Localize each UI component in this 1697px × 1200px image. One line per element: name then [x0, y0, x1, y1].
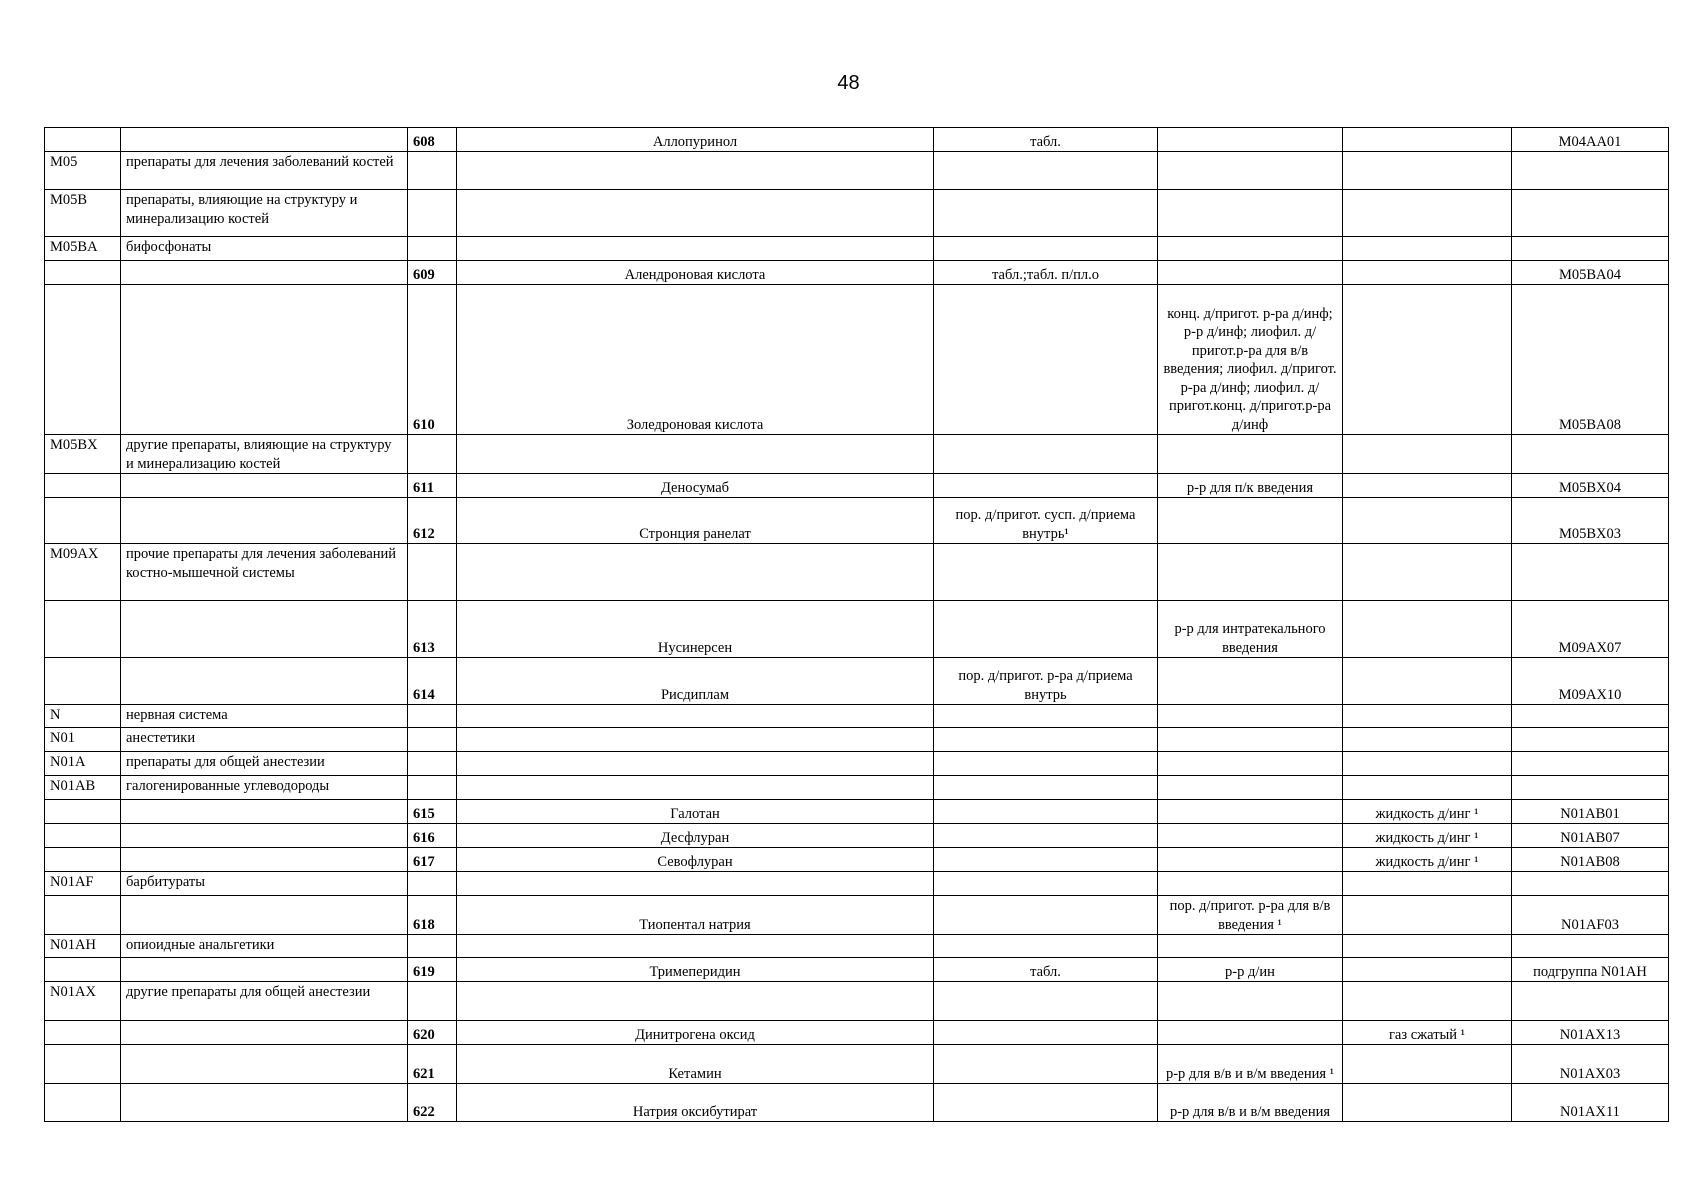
group-name-cell: препараты для лечения заболеваний костей	[121, 152, 408, 190]
dosage-form-2-cell	[1158, 705, 1343, 728]
dosage-form-3-cell	[1343, 896, 1512, 935]
atc-group-code-cell: N01AB	[45, 776, 121, 800]
dosage-form-1-cell	[934, 1021, 1158, 1045]
dosage-form-3-cell	[1343, 982, 1512, 1021]
drug-name-cell	[457, 872, 934, 896]
table-row	[45, 728, 1669, 752]
dosage-form-1-cell	[934, 474, 1158, 498]
atc-code-cell	[1512, 544, 1669, 601]
dosage-form-3-cell	[1343, 1045, 1512, 1084]
group-name-cell	[121, 601, 408, 658]
item-number-cell: 612	[408, 498, 457, 544]
dosage-form-1-cell	[934, 1045, 1158, 1084]
dosage-form-2-cell	[1158, 658, 1343, 705]
dosage-form-1-cell: пор. д/пригот. сусп. д/приема внутрь¹	[934, 498, 1158, 544]
item-number-cell: 621	[408, 1045, 457, 1084]
item-number-cell	[408, 776, 457, 800]
atc-group-code-cell: N	[45, 705, 121, 728]
atc-group-code-cell: N01	[45, 728, 121, 752]
dosage-form-3-cell	[1343, 935, 1512, 958]
drug-name-cell: Севофлуран	[457, 848, 934, 872]
atc-code-cell	[1512, 728, 1669, 752]
table-row	[45, 705, 1669, 728]
dosage-form-1-cell	[934, 190, 1158, 237]
dosage-form-2-cell: р-р для п/к введения	[1158, 474, 1343, 498]
item-number-cell	[408, 728, 457, 752]
dosage-form-3-cell: жидкость д/инг ¹	[1343, 848, 1512, 872]
drug-name-cell	[457, 982, 934, 1021]
group-name-cell: опиоидные анальгетики	[121, 935, 408, 958]
item-number-cell: 609	[408, 261, 457, 285]
dosage-form-2-cell: р-р д/ин	[1158, 958, 1343, 982]
drug-name-cell: Нусинерсен	[457, 601, 934, 658]
dosage-form-1-cell	[934, 152, 1158, 190]
dosage-form-3-cell	[1343, 498, 1512, 544]
table-row	[45, 474, 1669, 498]
drug-name-cell: Деносумаб	[457, 474, 934, 498]
atc-group-code-cell: N01AX	[45, 982, 121, 1021]
atc-code-cell: M05BX04	[1512, 474, 1669, 498]
table-row	[45, 935, 1669, 958]
atc-group-code-cell	[45, 601, 121, 658]
item-number-cell	[408, 190, 457, 237]
dosage-form-2-cell	[1158, 800, 1343, 824]
dosage-form-2-cell	[1158, 752, 1343, 776]
atc-group-code-cell	[45, 498, 121, 544]
atc-group-code-cell	[45, 958, 121, 982]
page-number: 48	[837, 72, 860, 94]
table-row	[45, 1045, 1669, 1084]
item-number-cell: 615	[408, 800, 457, 824]
table-row	[45, 544, 1669, 601]
group-name-cell	[121, 658, 408, 705]
group-name-cell	[121, 1045, 408, 1084]
item-number-cell: 614	[408, 658, 457, 705]
group-name-cell: препараты для общей анестезии	[121, 752, 408, 776]
dosage-form-2-cell	[1158, 848, 1343, 872]
drug-name-cell	[457, 237, 934, 261]
atc-code-cell	[1512, 152, 1669, 190]
dosage-form-3-cell	[1343, 601, 1512, 658]
dosage-form-3-cell	[1343, 190, 1512, 237]
item-number-cell	[408, 752, 457, 776]
dosage-form-2-cell	[1158, 237, 1343, 261]
dosage-form-2-cell	[1158, 982, 1343, 1021]
dosage-form-2-cell	[1158, 935, 1343, 958]
table-row	[45, 498, 1669, 544]
table-row	[45, 261, 1669, 285]
atc-group-code-cell: M05	[45, 152, 121, 190]
group-name-cell: анестетики	[121, 728, 408, 752]
dosage-form-1-cell	[934, 872, 1158, 896]
item-number-cell	[408, 705, 457, 728]
dosage-form-1-cell	[934, 896, 1158, 935]
atc-group-code-cell	[45, 896, 121, 935]
drug-name-cell: Динитрогена оксид	[457, 1021, 934, 1045]
atc-group-code-cell: M05B	[45, 190, 121, 237]
atc-code-cell	[1512, 776, 1669, 800]
dosage-form-3-cell	[1343, 152, 1512, 190]
item-number-cell	[408, 544, 457, 601]
atc-code-cell	[1512, 935, 1669, 958]
dosage-form-2-cell	[1158, 261, 1343, 285]
atc-group-code-cell	[45, 285, 121, 435]
atc-group-code-cell	[45, 800, 121, 824]
dosage-form-1-cell	[934, 705, 1158, 728]
atc-code-cell: N01AB07	[1512, 824, 1669, 848]
atc-group-code-cell	[45, 824, 121, 848]
atc-group-code-cell	[45, 1084, 121, 1122]
dosage-form-3-cell	[1343, 544, 1512, 601]
group-name-cell	[121, 261, 408, 285]
item-number-cell: 618	[408, 896, 457, 935]
table-row	[45, 824, 1669, 848]
dosage-form-3-cell	[1343, 1084, 1512, 1122]
group-name-cell	[121, 474, 408, 498]
drug-name-cell: Десфлуран	[457, 824, 934, 848]
item-number-cell: 608	[408, 128, 457, 152]
dosage-form-2-cell: пор. д/пригот. р-ра для в/в введения ¹	[1158, 896, 1343, 935]
item-number-cell: 620	[408, 1021, 457, 1045]
atc-code-cell: N01AX11	[1512, 1084, 1669, 1122]
item-number-cell: 617	[408, 848, 457, 872]
item-number-cell	[408, 435, 457, 474]
table-row	[45, 435, 1669, 474]
drug-name-cell	[457, 728, 934, 752]
table-row	[45, 982, 1669, 1021]
item-number-cell: 622	[408, 1084, 457, 1122]
dosage-form-1-cell	[934, 752, 1158, 776]
dosage-form-3-cell	[1343, 658, 1512, 705]
atc-group-code-cell: N01A	[45, 752, 121, 776]
atc-code-cell	[1512, 190, 1669, 237]
dosage-form-3-cell	[1343, 752, 1512, 776]
item-number-cell: 616	[408, 824, 457, 848]
dosage-form-1-cell	[934, 800, 1158, 824]
group-name-cell	[121, 498, 408, 544]
dosage-form-3-cell	[1343, 237, 1512, 261]
drug-name-cell: Тиопентал натрия	[457, 896, 934, 935]
table-body	[45, 128, 1669, 1122]
table-row	[45, 1021, 1669, 1045]
drug-name-cell: Аллопуринол	[457, 128, 934, 152]
table-row	[45, 958, 1669, 982]
group-name-cell: другие препараты для общей анестезии	[121, 982, 408, 1021]
atc-group-code-cell	[45, 658, 121, 705]
dosage-form-2-cell	[1158, 498, 1343, 544]
dosage-form-1-cell: пор. д/пригот. р-ра д/приема внутрь	[934, 658, 1158, 705]
atc-code-cell	[1512, 982, 1669, 1021]
table-row	[45, 800, 1669, 824]
dosage-form-1-cell	[934, 435, 1158, 474]
atc-code-cell: M04AA01	[1512, 128, 1669, 152]
dosage-form-3-cell	[1343, 285, 1512, 435]
atc-group-code-cell	[45, 1021, 121, 1045]
dosage-form-2-cell	[1158, 544, 1343, 601]
dosage-form-2-cell	[1158, 435, 1343, 474]
dosage-form-3-cell	[1343, 872, 1512, 896]
dosage-form-1-cell	[934, 1084, 1158, 1122]
drug-name-cell: Золедроновая кислота	[457, 285, 934, 435]
dosage-form-1-cell	[934, 982, 1158, 1021]
atc-code-cell	[1512, 872, 1669, 896]
table-row	[45, 237, 1669, 261]
atc-group-code-cell: M05BX	[45, 435, 121, 474]
atc-group-code-cell: N01AF	[45, 872, 121, 896]
dosage-form-1-cell	[934, 237, 1158, 261]
group-name-cell	[121, 958, 408, 982]
dosage-form-2-cell: р-р для интратекального введения	[1158, 601, 1343, 658]
group-name-cell: нервная система	[121, 705, 408, 728]
group-name-cell	[121, 848, 408, 872]
table-row	[45, 152, 1669, 190]
dosage-form-2-cell	[1158, 776, 1343, 800]
group-name-cell: галогенированные углеводороды	[121, 776, 408, 800]
drug-name-cell: Тримеперидин	[457, 958, 934, 982]
group-name-cell	[121, 128, 408, 152]
dosage-form-3-cell: газ сжатый ¹	[1343, 1021, 1512, 1045]
table-row	[45, 190, 1669, 237]
drug-name-cell: Рисдиплам	[457, 658, 934, 705]
dosage-form-3-cell	[1343, 261, 1512, 285]
dosage-form-3-cell	[1343, 705, 1512, 728]
dosage-form-2-cell	[1158, 1021, 1343, 1045]
drug-name-cell	[457, 752, 934, 776]
item-number-cell: 619	[408, 958, 457, 982]
dosage-form-2-cell	[1158, 190, 1343, 237]
atc-code-cell: M05BA08	[1512, 285, 1669, 435]
atc-code-cell: M05BX03	[1512, 498, 1669, 544]
item-number-cell: 611	[408, 474, 457, 498]
drug-name-cell	[457, 776, 934, 800]
dosage-form-2-cell	[1158, 824, 1343, 848]
table-row	[45, 848, 1669, 872]
atc-code-cell: N01AF03	[1512, 896, 1669, 935]
drug-register-table	[44, 127, 1669, 1122]
dosage-form-1-cell	[934, 848, 1158, 872]
dosage-form-1-cell: табл.	[934, 128, 1158, 152]
drug-name-cell: Кетамин	[457, 1045, 934, 1084]
group-name-cell	[121, 1021, 408, 1045]
dosage-form-1-cell	[934, 824, 1158, 848]
dosage-form-2-cell	[1158, 152, 1343, 190]
dosage-form-3-cell: жидкость д/инг ¹	[1343, 800, 1512, 824]
group-name-cell	[121, 896, 408, 935]
atc-code-cell	[1512, 752, 1669, 776]
group-name-cell: барбитураты	[121, 872, 408, 896]
atc-code-cell	[1512, 705, 1669, 728]
table-row	[45, 752, 1669, 776]
dosage-form-1-cell	[934, 544, 1158, 601]
atc-code-cell: M09AX10	[1512, 658, 1669, 705]
dosage-form-2-cell: р-р для в/в и в/м введения ¹	[1158, 1045, 1343, 1084]
atc-group-code-cell: M05BA	[45, 237, 121, 261]
atc-code-cell: M05BA04	[1512, 261, 1669, 285]
table-row	[45, 128, 1669, 152]
atc-code-cell: N01AB08	[1512, 848, 1669, 872]
group-name-cell: прочие препараты для лечения заболеваний костно-мышечной системы	[121, 544, 408, 601]
atc-group-code-cell	[45, 128, 121, 152]
dosage-form-1-cell	[934, 601, 1158, 658]
dosage-form-1-cell	[934, 935, 1158, 958]
dosage-form-3-cell	[1343, 435, 1512, 474]
atc-code-cell: M09AX07	[1512, 601, 1669, 658]
drug-name-cell	[457, 190, 934, 237]
table-row	[45, 776, 1669, 800]
item-number-cell: 610	[408, 285, 457, 435]
atc-code-cell: N01AB01	[1512, 800, 1669, 824]
atc-code-cell: N01AX03	[1512, 1045, 1669, 1084]
item-number-cell	[408, 935, 457, 958]
table-row	[45, 658, 1669, 705]
atc-code-cell: N01AX13	[1512, 1021, 1669, 1045]
dosage-form-2-cell: конц. д/пригот. р-ра д/инф; р-р д/инф; лиофил. д/пригот.р-ра для в/в введения; лиофил. д/пригот. р-ра д/инф; лиофил. д/пригот.конц. д/пригот.р-ра д/инф	[1158, 285, 1343, 435]
dosage-form-2-cell	[1158, 128, 1343, 152]
drug-name-cell: Натрия оксибутират	[457, 1084, 934, 1122]
dosage-form-2-cell	[1158, 728, 1343, 752]
table-row	[45, 285, 1669, 435]
dosage-form-3-cell	[1343, 958, 1512, 982]
dosage-form-2-cell: р-р для в/в и в/м введения	[1158, 1084, 1343, 1122]
drug-name-cell: Галотан	[457, 800, 934, 824]
drug-name-cell: Стронция ранелат	[457, 498, 934, 544]
dosage-form-2-cell	[1158, 872, 1343, 896]
atc-code-cell: подгруппа N01AH	[1512, 958, 1669, 982]
atc-code-cell	[1512, 237, 1669, 261]
dosage-form-1-cell	[934, 728, 1158, 752]
item-number-cell	[408, 152, 457, 190]
table-row	[45, 601, 1669, 658]
atc-code-cell	[1512, 435, 1669, 474]
dosage-form-1-cell: табл.	[934, 958, 1158, 982]
item-number-cell	[408, 872, 457, 896]
table-row	[45, 1084, 1669, 1122]
atc-group-code-cell	[45, 1045, 121, 1084]
drug-name-cell	[457, 152, 934, 190]
atc-group-code-cell: M09AX	[45, 544, 121, 601]
dosage-form-3-cell	[1343, 128, 1512, 152]
dosage-form-3-cell	[1343, 474, 1512, 498]
group-name-cell: другие препараты, влияющие на структуру и минерализацию костей	[121, 435, 408, 474]
drug-name-cell: Алендроновая кислота	[457, 261, 934, 285]
group-name-cell	[121, 1084, 408, 1122]
atc-group-code-cell	[45, 474, 121, 498]
dosage-form-1-cell: табл.;табл. п/пл.о	[934, 261, 1158, 285]
group-name-cell: бифосфонаты	[121, 237, 408, 261]
drug-name-cell	[457, 435, 934, 474]
drug-name-cell	[457, 544, 934, 601]
dosage-form-3-cell	[1343, 776, 1512, 800]
atc-group-code-cell	[45, 848, 121, 872]
table-row	[45, 896, 1669, 935]
group-name-cell	[121, 285, 408, 435]
item-number-cell: 613	[408, 601, 457, 658]
drug-name-cell	[457, 705, 934, 728]
dosage-form-3-cell	[1343, 728, 1512, 752]
group-name-cell: препараты, влияющие на структуру и минерализацию костей	[121, 190, 408, 237]
drug-name-cell	[457, 935, 934, 958]
group-name-cell	[121, 824, 408, 848]
dosage-form-1-cell	[934, 285, 1158, 435]
item-number-cell	[408, 982, 457, 1021]
atc-group-code-cell	[45, 261, 121, 285]
dosage-form-3-cell: жидкость д/инг ¹	[1343, 824, 1512, 848]
item-number-cell	[408, 237, 457, 261]
dosage-form-1-cell	[934, 776, 1158, 800]
group-name-cell	[121, 800, 408, 824]
atc-group-code-cell: N01AH	[45, 935, 121, 958]
table-row	[45, 872, 1669, 896]
